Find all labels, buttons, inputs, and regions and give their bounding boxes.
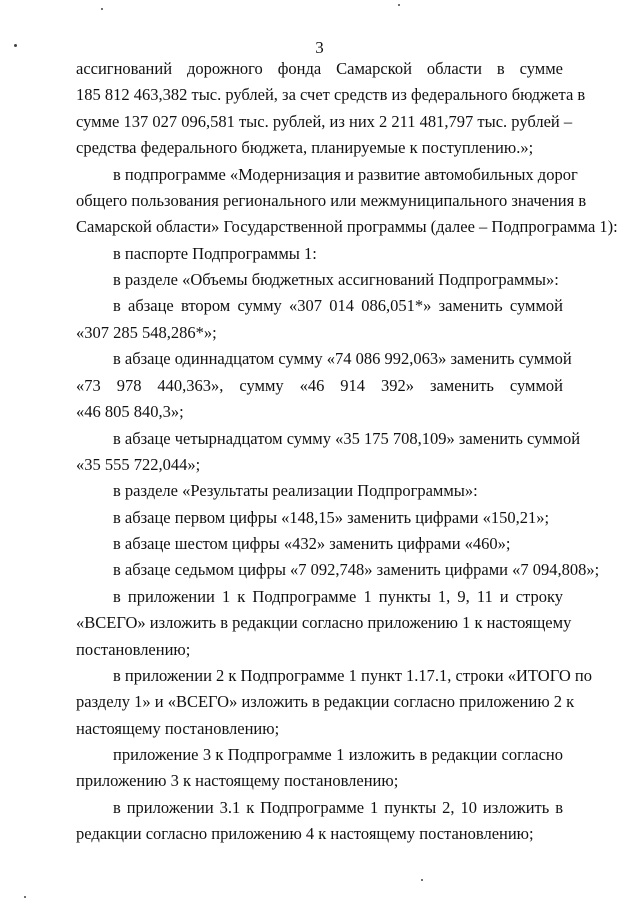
- text-line: 185 812 463,382 тыс. рублей, за счет средств из федерального бюджета в: [76, 85, 586, 104]
- scan-speck: [24, 896, 26, 898]
- text-line: «73 978 440,363», сумму «46 914 392» заменить суммой: [76, 376, 563, 395]
- text-line: редакции согласно приложению 4 к настоящему постановлению;: [76, 824, 534, 843]
- text-line: «ВСЕГО» изложить в редакции согласно приложению 1 к настоящему: [76, 613, 572, 632]
- text-line: приложению 3 к настоящему постановлению;: [76, 771, 399, 790]
- scan-speck: [421, 879, 423, 881]
- scan-speck: [398, 4, 400, 6]
- text-line: «35 555 722,044»;: [76, 455, 201, 474]
- text-line: в приложении 3.1 к Подпрограмме 1 пункты 2, 10 изложить в: [113, 798, 563, 817]
- text-line: постановлению;: [76, 640, 191, 659]
- text-line: общего пользования регионального или межмуниципального значения в: [76, 191, 587, 210]
- text-line: в абзаце седьмом цифры «7 092,748» заменить цифрами «7 094,808»;: [113, 560, 600, 579]
- text-line: «46 805 840,3»;: [76, 402, 184, 421]
- text-line: ассигнований дорожного фонда Самарской области в сумме: [76, 59, 563, 78]
- text-line: в паспорте Подпрограммы 1:: [113, 244, 317, 263]
- text-line: «307 285 548,286*»;: [76, 323, 217, 342]
- text-line: приложение 3 к Подпрограмме 1 изложить в редакции согласно: [113, 745, 563, 764]
- page-number: 3: [315, 38, 324, 57]
- text-line: в разделе «Объемы бюджетных ассигнований Подпрограммы»:: [113, 270, 559, 289]
- text-line: в подпрограмме «Модернизация и развитие автомобильных дорог: [113, 165, 578, 184]
- text-line: в абзаце четырнадцатом сумму «35 175 708,109» заменить суммой: [113, 429, 581, 448]
- text-line: в разделе «Результаты реализации Подпрограммы»:: [113, 481, 478, 500]
- text-line: настоящему постановлению;: [76, 719, 280, 738]
- text-line: в абзаце шестом цифры «432» заменить цифрами «460»;: [113, 534, 511, 553]
- text-line: разделу 1» и «ВСЕГО» изложить в редакции согласно приложению 2 к: [76, 692, 575, 711]
- text-line: средства федерального бюджета, планируемые к поступлению.»;: [76, 138, 534, 157]
- text-line: в приложении 1 к Подпрограмме 1 пункты 1, 9, 11 и строку: [113, 587, 563, 606]
- text-line: в абзаце одиннадцатом сумму «74 086 992,063» заменить суммой: [113, 349, 572, 368]
- text-line: в приложении 2 к Подпрограмме 1 пункт 1.17.1, строки «ИТОГО по: [113, 666, 592, 685]
- text-line: Самарской области» Государственной программы (далее – Подпрограмма 1):: [76, 217, 618, 236]
- text-line: сумме 137 027 096,581 тыс. рублей, из них 2 211 481,797 тыс. рублей –: [76, 112, 573, 131]
- text-line: в абзаце первом цифры «148,15» заменить цифрами «150,21»;: [113, 508, 550, 527]
- text-line: в абзаце втором сумму «307 014 086,051*» заменить суммой: [113, 296, 563, 315]
- scan-speck: [101, 8, 103, 10]
